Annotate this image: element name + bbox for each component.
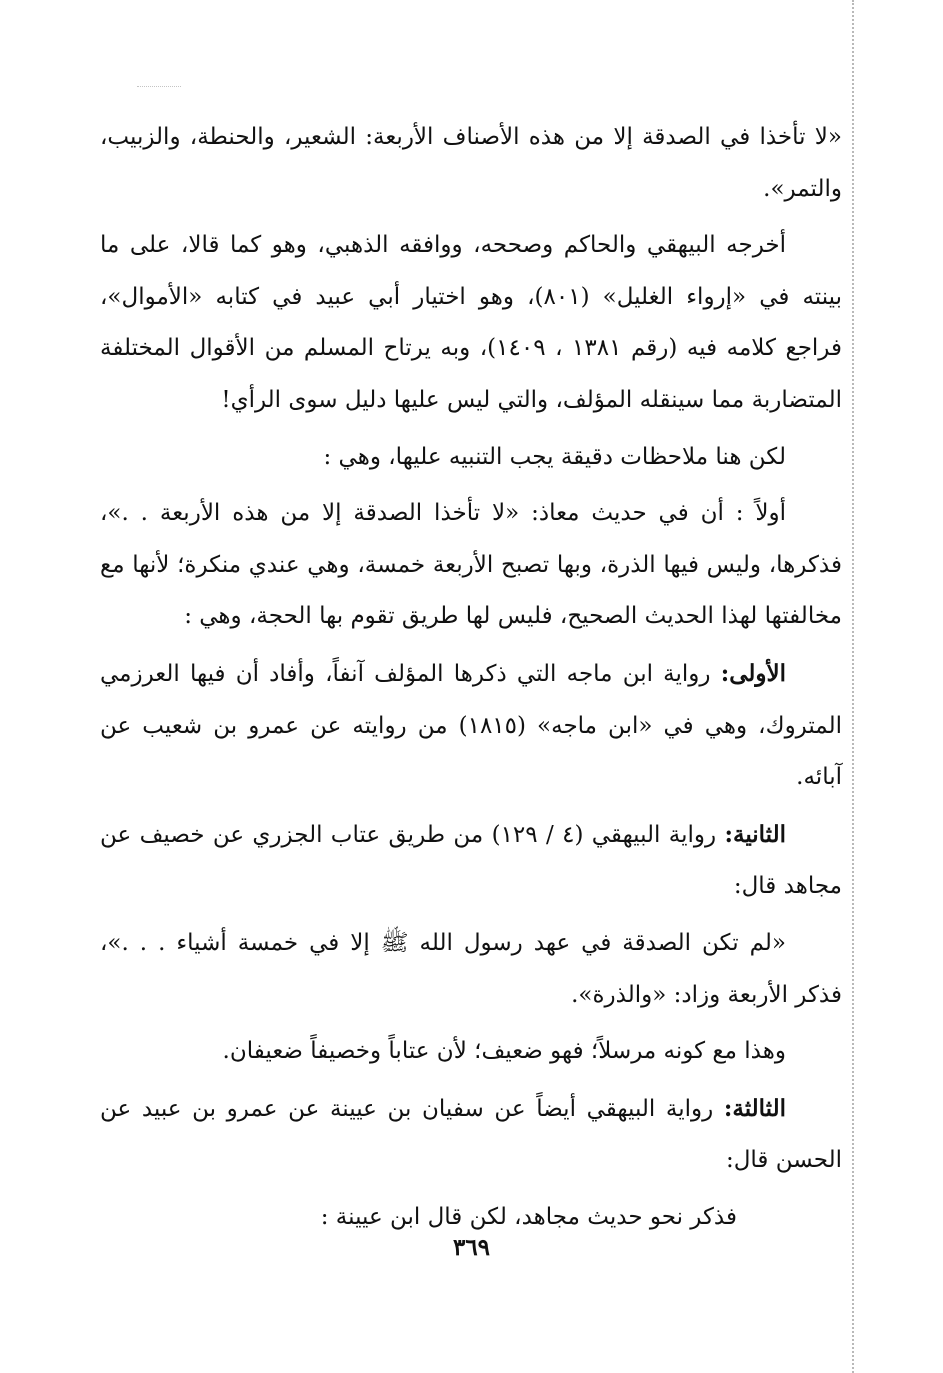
paragraph-mujahid-quote	[100, 918, 842, 1021]
paragraph-lead: الثانية:	[724, 820, 787, 848]
paragraph-second-narration	[100, 809, 842, 913]
paragraph-text: لكن هنا ملاحظات دقيقة يجب التنبيه عليها، وهي :	[323, 443, 786, 470]
top-dotted-mark	[137, 86, 181, 87]
page-number: ٣٦٩	[452, 1234, 491, 1261]
page-edge-line	[852, 0, 854, 1373]
paragraph-text: أولاً : أن في حديث معاذ: «لا تأخذا الصدقة إلا من هذه الأربعة . .»، فذكرها، وليس فيها الذرة، وبها تصبح الأربعة خمسة، وهي عندي منكرة؛ لأنها مع مخالفتها لهذا الحديث الصحيح، فليس لها طريق تقوم بها الحجة، وهي :	[100, 500, 842, 630]
paragraph-takhrij	[100, 220, 842, 426]
paragraph-first-narration	[100, 648, 842, 804]
paragraph-hadith-quote	[100, 112, 842, 215]
paragraph-lead: الثالثة:	[723, 1094, 786, 1122]
paragraph-text: «لا تأخذا في الصدقة إلا من هذه الأصناف الأربعة: الشعير، والحنطة، والزبيب، والتمر».	[100, 124, 842, 202]
paragraph-text: فذكر نحو حديث مجاهد، لكن قال ابن عيينة :	[320, 1203, 737, 1230]
paragraph-notes-intro	[100, 432, 842, 484]
paragraph-text: رواية البيهقي أيضاً عن سفيان بن عيينة عن عمرو بن عبيد عن الحسن قال:	[100, 1095, 842, 1174]
paragraph-weakness-note	[100, 1026, 842, 1078]
page-body-text	[100, 112, 842, 1243]
paragraph-text: رواية البيهقي (٤ / ١٢٩) من طريق عتاب الجزري عن خصيف عن مجاهد قال:	[100, 821, 842, 900]
paragraph-first-note	[100, 488, 842, 643]
paragraph-text: رواية ابن ماجه التي ذكرها المؤلف آنفاً، وأفاد أن فيها العرزمي المتروك، وهي في «ابن ماجه» (١٨١٥) من روايته عن عمرو بن شعيب عن آبائه.	[100, 660, 842, 791]
paragraph-lead: الأولى:	[720, 659, 786, 687]
paragraph-text: «لم تكن الصدقة في عهد رسول الله ﷺ إلا في خمسة أشياء . . .»، فذكر الأربعة وزاد: «والذرة».	[100, 929, 842, 1008]
paragraph-third-narration	[100, 1083, 842, 1187]
paragraph-text: أخرجه البيهقي والحاكم وصححه، ووافقه الذهبي، وهو كما قالا، على ما بينته في «إرواء الغليل» (٨٠١)، وهو اختيار أبي عبيد في كتابه «الأموال»، فراجع كلامه فيه (رقم ١٣٨١ ، ١٤٠٩)، وبه يرتاح المسلم من الأقوال المختلفة المتضاربة مما سينقله المؤلف، والتي ليس عليها دليل سوى الرأي!	[100, 232, 842, 413]
paragraph-text: وهذا مع كونه مرسلاً؛ فهو ضعيف؛ لأن عتاباً وخصيفاً ضعيفان.	[222, 1038, 786, 1065]
